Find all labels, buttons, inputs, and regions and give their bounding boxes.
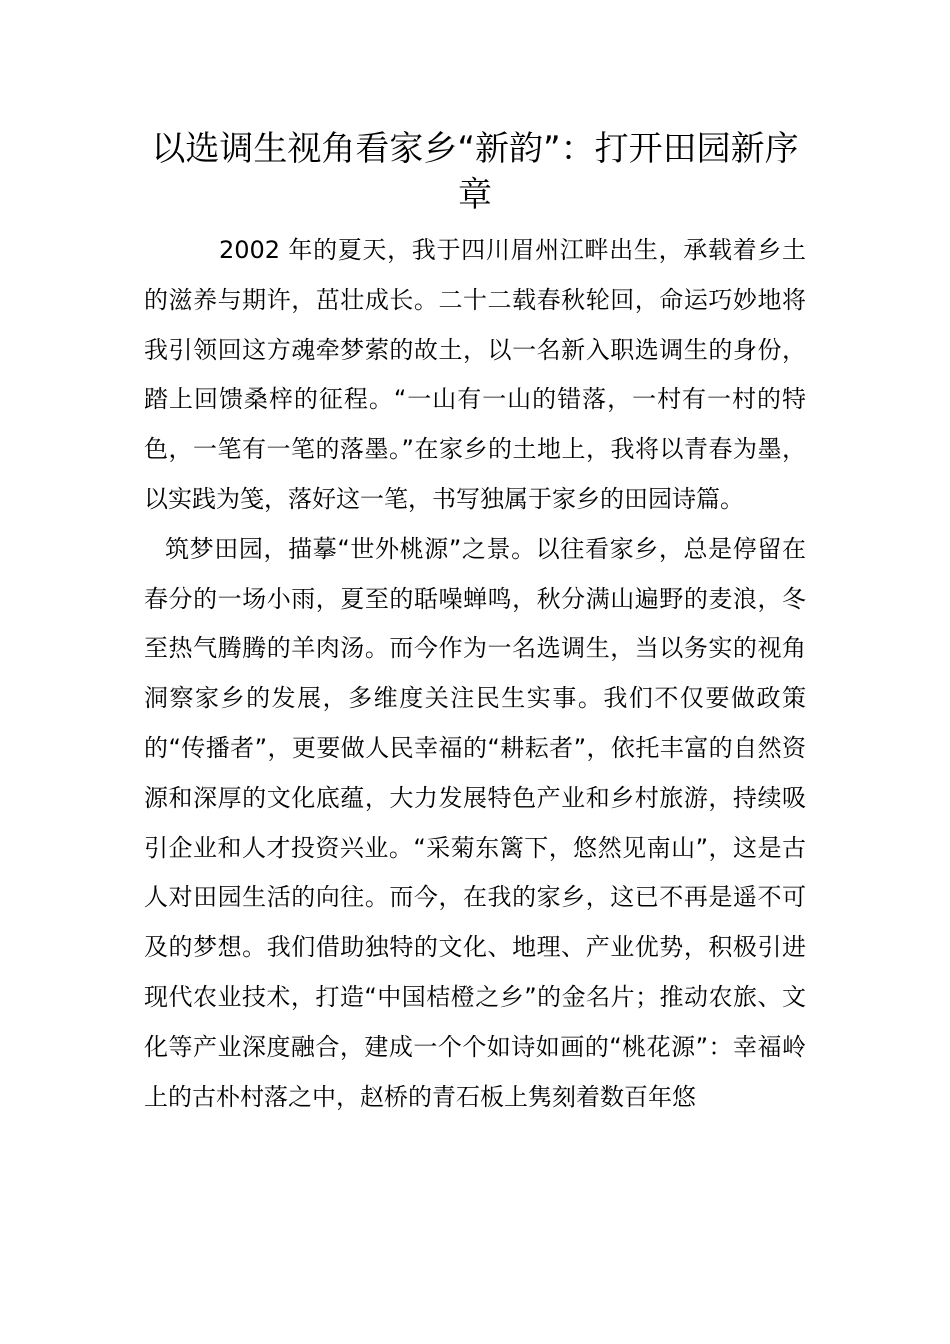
document-body — [144, 226, 806, 1122]
paragraph-pastoral-dream: 筑梦田园，描摹“世外桃源”之景。以往看家乡，总是停留在春分的一场小雨，夏至的聒噪蝉鸣，秋分满山遍野的麦浪，冬至热气腾腾的羊肉汤。而今作为一名选调生，当以务实的视角洞察家乡的发展，多维度关注民生实事。我们不仅要做政策的“传播者”，更要做人民幸福的“耕耘者”，依托丰富的自然资源和深厚的文化底蕴，大力发展特色产业和乡村旅游，持续吸引企业和人才投资兴业。“采菊东篱下，悠然见南山”，这是古人对田园生活的向往。而今，在我的家乡，这已不再是遥不可及的梦想。我们借助独特的文化、地理、产业优势，积极引进现代农业技术，打造“中国桔橙之乡”的金名片；推动农旅、文化等产业深度融合，建成一个个如诗如画的“桃花源”：幸福岭上的古朴村落之中，赵桥的青石板上隽刻着数百年悠 — [144, 534, 806, 1111]
paragraph-intro: 2002 年的夏天，我于四川眉州江畔出生，承载着乡土的滋养与期许，茁壮成长。二十二载春秋轮回，命运巧妙地将我引领回这方魂牵梦萦的故土，以一名新入职选调生的身份，踏上回馈桑梓的征程。“一山有一山的错落，一村有一村的特色，一笔有一笔的落墨。”在家乡的土地上，我将以青春为墨，以实践为笺，落好这一笔，书写独属于家乡的田园诗篇。 — [144, 236, 806, 513]
document-title: 以选调生视角看家乡“新韵”：打开田园新序章 — [151, 129, 799, 215]
